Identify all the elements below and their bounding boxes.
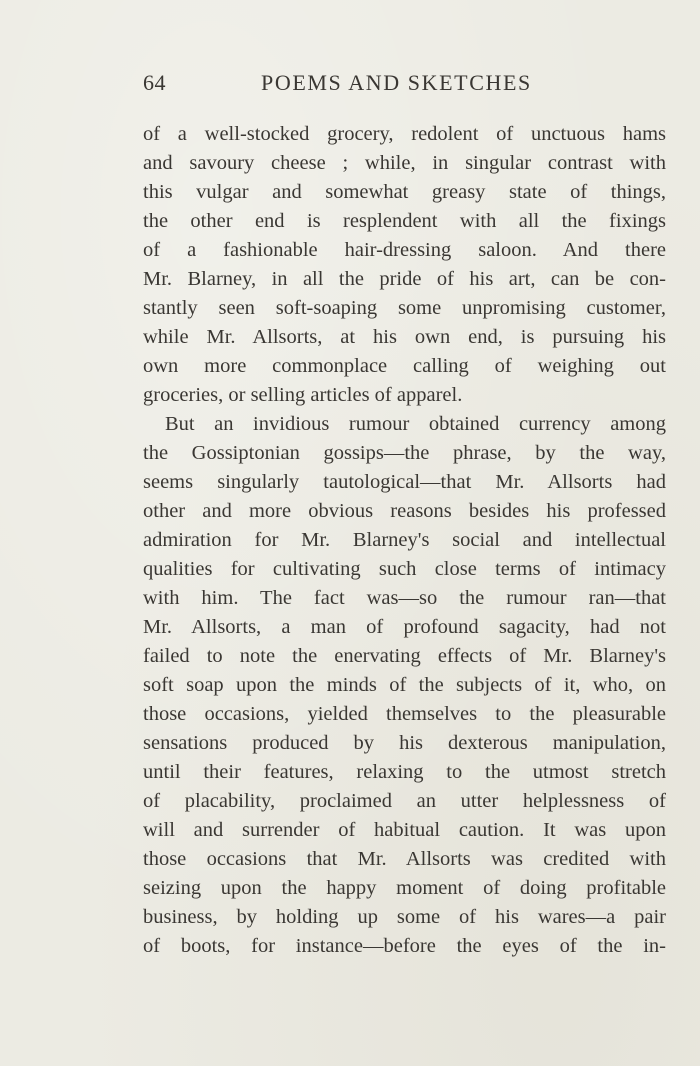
text-line: admiration for Mr. Blarney's social and intellectual xyxy=(143,529,666,551)
text-line: and savoury cheese ; while, in singular contrast with xyxy=(143,152,666,174)
text-line: the Gossiptonian gossips—the phrase, by the way, xyxy=(143,442,666,464)
text-line: those occasions, yielded themselves to the pleasurable xyxy=(143,703,666,725)
paragraph-2 xyxy=(143,410,666,961)
text-line: seems singularly tautological—that Mr. Allsorts had xyxy=(143,471,666,493)
text-line: sensations produced by his dexterous manipulation, xyxy=(143,732,666,754)
text-line: stantly seen soft-soaping some unpromising customer, xyxy=(143,297,666,319)
text-line: this vulgar and somewhat greasy state of things, xyxy=(143,181,666,203)
text-line: groceries, or selling articles of apparel. xyxy=(143,384,463,406)
text-line: own more commonplace calling of weighing out xyxy=(143,355,666,377)
book-title: POEMS AND SKETCHES xyxy=(261,70,532,95)
text-line: But an invidious rumour obtained currency among xyxy=(165,413,666,435)
paragraph-1 xyxy=(143,120,666,410)
text-line: while Mr. Allsorts, at his own end, is pursuing his xyxy=(143,326,666,348)
text-line: of a fashionable hair-dressing saloon. And there xyxy=(143,239,666,261)
text-line: of boots, for instance—before the eyes of the in- xyxy=(143,935,666,957)
running-head xyxy=(143,70,568,102)
body-text xyxy=(143,120,666,961)
text-line: failed to note the enervating effects of Mr. Blarney's xyxy=(143,645,666,667)
text-line: business, by holding up some of his wares—a pair xyxy=(143,906,666,928)
text-line: the other end is resplendent with all the fixings xyxy=(143,210,666,232)
text-line: Mr. Blarney, in all the pride of his art, can be con- xyxy=(143,268,666,290)
text-line: until their features, relaxing to the utmost stretch xyxy=(143,761,666,783)
text-line: other and more obvious reasons besides his professed xyxy=(143,500,666,522)
text-line: qualities for cultivating such close terms of intimacy xyxy=(143,558,666,580)
text-line: of placability, proclaimed an utter helplessness of xyxy=(143,790,666,812)
text-line: will and surrender of habitual caution. It was upon xyxy=(143,819,666,841)
text-line: with him. The fact was—so the rumour ran—that xyxy=(143,587,666,609)
text-line: those occasions that Mr. Allsorts was credited with xyxy=(143,848,666,870)
text-line: Mr. Allsorts, a man of profound sagacity, had not xyxy=(143,616,666,638)
text-line: soft soap upon the minds of the subjects of it, who, on xyxy=(143,674,666,696)
text-line: of a well-stocked grocery, redolent of unctuous hams xyxy=(143,123,666,145)
text-line: seizing upon the happy moment of doing profitable xyxy=(143,877,666,899)
page-number: 64 xyxy=(143,70,166,95)
